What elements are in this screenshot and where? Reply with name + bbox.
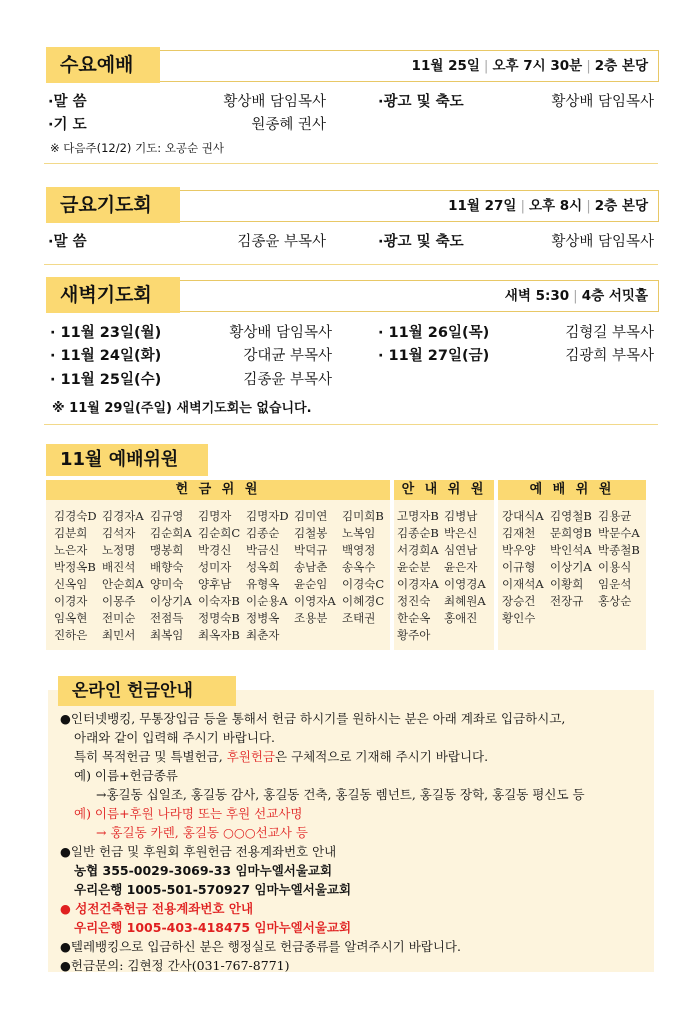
member-name: 정진숙 <box>397 594 431 608</box>
dawn-date-fri: · 11월 27일(금) <box>378 348 490 364</box>
dawn-title: 새벽기도회 <box>46 277 180 313</box>
online-line-14: ●헌금문의: 김현정 간사(031-767-8771) <box>60 958 290 973</box>
fri-place: 2층 본당 <box>594 198 648 214</box>
member-name: 배진석 <box>102 560 136 574</box>
worship-header: 예 배 위 원 <box>498 480 646 500</box>
table-row <box>397 542 486 559</box>
member-name: 이혜경C <box>342 594 385 608</box>
online-account-building: 우리은행 1005-403-418475 임마누엘서울교회 <box>74 920 352 935</box>
member-name: 전장규 <box>550 594 584 608</box>
member-name: 김순희C <box>198 526 241 540</box>
member-name: 송옥수 <box>342 560 376 574</box>
member-name: 이상기A <box>550 560 592 574</box>
member-name: 한순옥 <box>397 611 431 625</box>
member-name: 문희영B <box>550 526 592 540</box>
dawn-date-wed: · 11월 25일(수) <box>50 372 162 388</box>
divider <box>44 424 658 425</box>
member-name: 김순희A <box>150 526 192 540</box>
member-name: 안순희A <box>102 577 144 591</box>
wed-date: 11월 25일 <box>411 58 480 74</box>
member-name: 최옥자B <box>198 628 240 642</box>
table-row <box>54 508 388 525</box>
member-name: 조태권 <box>342 611 376 625</box>
member-name: 전미순 <box>102 611 136 625</box>
member-name: 황인수 <box>502 611 536 625</box>
dawn-name-thu: 김형길 부목사 <box>565 325 654 341</box>
member-name: 이영자A <box>294 594 336 608</box>
online-line-3a: 특히 목적헌금 및 특별헌금, <box>74 749 227 764</box>
member-name: 김영철B <box>550 509 592 523</box>
table-row <box>397 508 486 525</box>
member-name: 박금신 <box>246 543 280 557</box>
member-name: 김미연 <box>294 509 328 523</box>
wed-title: 수요예배 <box>46 47 160 83</box>
dawn-name-mon: 황상배 담임목사 <box>229 325 332 341</box>
member-name: 임옥현 <box>54 611 88 625</box>
worship-grid <box>502 508 640 627</box>
fri-time: 오후 8시 <box>529 198 583 214</box>
member-name: 홍상순 <box>598 594 632 608</box>
member-name: 박종철B <box>598 543 640 557</box>
table-row <box>502 576 640 593</box>
member-name: 이경자 <box>54 594 88 608</box>
member-name: 심연남 <box>444 543 478 557</box>
fri-name-announce: 황상배 담임목사 <box>551 234 654 250</box>
member-name: 진하은 <box>54 628 88 642</box>
table-row <box>54 525 388 542</box>
member-name: 양후남 <box>198 577 232 591</box>
table-row <box>54 593 388 610</box>
member-name: 김명자 <box>198 509 232 523</box>
table-row <box>397 610 486 627</box>
member-name: 성미자 <box>198 560 232 574</box>
member-name: 임운석 <box>598 577 632 591</box>
dawn-place: 4층 서밋홀 <box>581 288 648 304</box>
fri-date: 11월 27일 <box>448 198 517 214</box>
table-row <box>54 559 388 576</box>
guide-header: 안 내 위 원 <box>394 480 494 500</box>
wed-label-announce: ·광고 및 축도 <box>378 94 464 110</box>
member-name: 전점득 <box>150 611 184 625</box>
member-name: 이황희 <box>550 577 584 591</box>
committee-title: 11월 예배위원 <box>46 444 208 476</box>
member-name: 박경신 <box>198 543 232 557</box>
dawn-time: 새벽 5:30 <box>504 288 570 304</box>
member-name: 이영경A <box>444 577 486 591</box>
table-row <box>54 576 388 593</box>
table-row <box>502 542 640 559</box>
table-row <box>502 525 640 542</box>
fri-info: 11월 27일 | 오후 8시 | 2층 본당 <box>448 191 648 221</box>
table-row <box>397 627 486 644</box>
member-name: 배향숙 <box>150 560 184 574</box>
wed-label-sermon: ·말 씀 <box>48 94 87 110</box>
member-name: 신옥임 <box>54 577 88 591</box>
dawn-date-thu: · 11월 26일(목) <box>378 325 490 341</box>
member-name: 노복임 <box>342 526 376 540</box>
member-name: 백영정 <box>342 543 376 557</box>
member-name: 양미숙 <box>150 577 184 591</box>
member-name: 맹봉희 <box>150 543 184 557</box>
dawn-name-fri: 김광희 부목사 <box>565 348 654 364</box>
member-name: 윤순임 <box>294 577 328 591</box>
member-name: 최민서 <box>102 628 136 642</box>
member-name: 서경희A <box>397 543 439 557</box>
member-name: 이숙자B <box>198 594 240 608</box>
wed-label-prayer: ·기 도 <box>48 117 87 133</box>
member-name: 김경숙D <box>54 509 97 523</box>
wed-header-bar <box>160 50 659 82</box>
fri-label-sermon: ·말 씀 <box>48 234 87 250</box>
online-line-7: → 홍길동 카렌, 홍길동 ○○○선교사 등 <box>96 825 308 840</box>
online-line-13: ●텔레뱅킹으로 입금하신 분은 행정실로 헌금종류를 알려주시기 바랍니다. <box>60 939 461 954</box>
table-row <box>502 559 640 576</box>
member-name: 김규영 <box>150 509 184 523</box>
member-name: 강대식A <box>502 509 544 523</box>
table-row <box>397 593 486 610</box>
online-account-woori: 우리은행 1005-501-570927 임마누엘서울교회 <box>74 882 352 897</box>
table-row <box>397 576 486 593</box>
online-line-3b: 후원헌금 <box>226 749 276 764</box>
wed-name-sermon: 황상배 담임목사 <box>223 94 326 110</box>
online-title: 온라인 헌금안내 <box>58 676 236 706</box>
member-name: 장승건 <box>502 594 536 608</box>
fri-title: 금요기도회 <box>46 187 180 223</box>
wed-place: 2층 본당 <box>594 58 648 74</box>
online-line-1: ●인터넷뱅킹, 무통장입금 등을 통해서 헌금 하시기를 원하시는 분은 아래 계좌로 입금하시고, <box>60 711 566 726</box>
wed-name-prayer: 원종혜 권사 <box>251 117 326 133</box>
member-name: 황주아 <box>397 628 431 642</box>
online-line-11: ● 성전건축헌금 전용계좌번호 안내 <box>60 901 254 916</box>
member-name: 김종순B <box>397 526 439 540</box>
member-name: 이규형 <box>502 560 536 574</box>
wed-time: 오후 7시 30분 <box>492 58 583 74</box>
online-line-6: 예) 이름+후원 나라명 또는 후원 선교사명 <box>74 806 303 821</box>
table-row <box>54 610 388 627</box>
member-name: 박문수A <box>598 526 640 540</box>
member-name: 김석자 <box>102 526 136 540</box>
member-name: 김명자D <box>246 509 289 523</box>
member-name: 정명숙B <box>198 611 240 625</box>
guide-grid <box>397 508 486 644</box>
fri-label-announce: ·광고 및 축도 <box>378 234 464 250</box>
member-name: 김병남 <box>444 509 478 523</box>
online-line-2: 아래와 같이 입력해 주시기 바랍니다. <box>74 730 275 745</box>
member-name: 송남춘 <box>294 560 328 574</box>
online-line-3c: 은 구체적으로 기재해 주시기 바랍니다. <box>275 749 489 764</box>
member-name: 홍애진 <box>444 611 478 625</box>
wed-info: 11월 25일 | 오후 7시 30분 | 2층 본당 <box>412 51 648 81</box>
wed-note: ※ 다음주(12/2) 기도: 오공순 권사 <box>50 141 225 155</box>
member-name: 박인석A <box>550 543 592 557</box>
online-line-4: 예) 이름+헌금종류 <box>74 768 178 783</box>
member-name: 김경자A <box>102 509 144 523</box>
dawn-header-bar <box>180 280 659 312</box>
table-row <box>502 610 640 627</box>
member-name: 박정옥B <box>54 560 96 574</box>
member-name: 이재석A <box>502 577 544 591</box>
member-name: 이상기A <box>150 594 192 608</box>
dawn-date-tue: · 11월 24일(화) <box>50 348 162 364</box>
table-row <box>397 525 486 542</box>
table-row <box>397 559 486 576</box>
member-name: 김종순 <box>246 526 280 540</box>
member-name: 최혜원A <box>444 594 486 608</box>
dawn-name-wed: 김종윤 부목사 <box>243 372 332 388</box>
member-name: 노정명 <box>102 543 136 557</box>
member-name: 이경자A <box>397 577 439 591</box>
offering-grid <box>54 508 388 644</box>
wed-name-announce: 황상배 담임목사 <box>551 94 654 110</box>
dawn-info: 새벽 5:30 | 4층 서밋홀 <box>505 281 648 311</box>
member-name: 유형옥 <box>246 577 280 591</box>
member-name: 이용식 <box>598 560 632 574</box>
member-name: 김철봉 <box>294 526 328 540</box>
member-name: 이몽주 <box>102 594 136 608</box>
member-name: 조용분 <box>294 611 328 625</box>
online-account-nh: 농협 355-0029-3069-33 임마누엘서울교회 <box>74 863 333 878</box>
member-name: 이경숙C <box>342 577 385 591</box>
member-name: 이순용A <box>246 594 288 608</box>
dawn-note: ※ 11월 29일(주일) 새벽기도회는 없습니다. <box>52 401 312 416</box>
offering-header: 헌 금 위 원 <box>46 480 390 500</box>
member-name: 박은신 <box>444 526 478 540</box>
member-name: 윤순분 <box>397 560 431 574</box>
member-name: 김재천 <box>502 526 536 540</box>
divider <box>44 163 658 164</box>
table-row <box>502 593 640 610</box>
member-name: 최춘자 <box>246 628 280 642</box>
member-name: 김미희B <box>342 509 384 523</box>
dawn-name-tue: 강대균 부목사 <box>243 348 332 364</box>
member-name: 김용균 <box>598 509 632 523</box>
member-name: 김분희 <box>54 526 88 540</box>
member-name: 고명자B <box>397 509 439 523</box>
table-row <box>502 508 640 525</box>
member-name: 박우양 <box>502 543 536 557</box>
member-name: 노은자 <box>54 543 88 557</box>
table-row <box>54 542 388 559</box>
member-name: 성옥희 <box>246 560 280 574</box>
table-row <box>54 627 388 644</box>
fri-name-sermon: 김종윤 부목사 <box>237 234 326 250</box>
fri-header-bar <box>180 190 659 222</box>
dawn-date-mon: · 11월 23일(월) <box>50 325 162 341</box>
online-line-5: →홍길동 십일조, 홍길동 감사, 홍길동 건축, 홍길동 렘넌트, 홍길동 장학, 홍길동 평신도 등 <box>96 787 585 802</box>
member-name: 최복임 <box>150 628 184 642</box>
member-name: 윤은자 <box>444 560 478 574</box>
member-name: 박덕규 <box>294 543 328 557</box>
divider <box>44 264 658 265</box>
member-name: 정병옥 <box>246 611 280 625</box>
online-line-8: ●일반 헌금 및 후원회 후원헌금 전용계좌번호 안내 <box>60 844 337 859</box>
online-line-3 <box>74 748 488 766</box>
